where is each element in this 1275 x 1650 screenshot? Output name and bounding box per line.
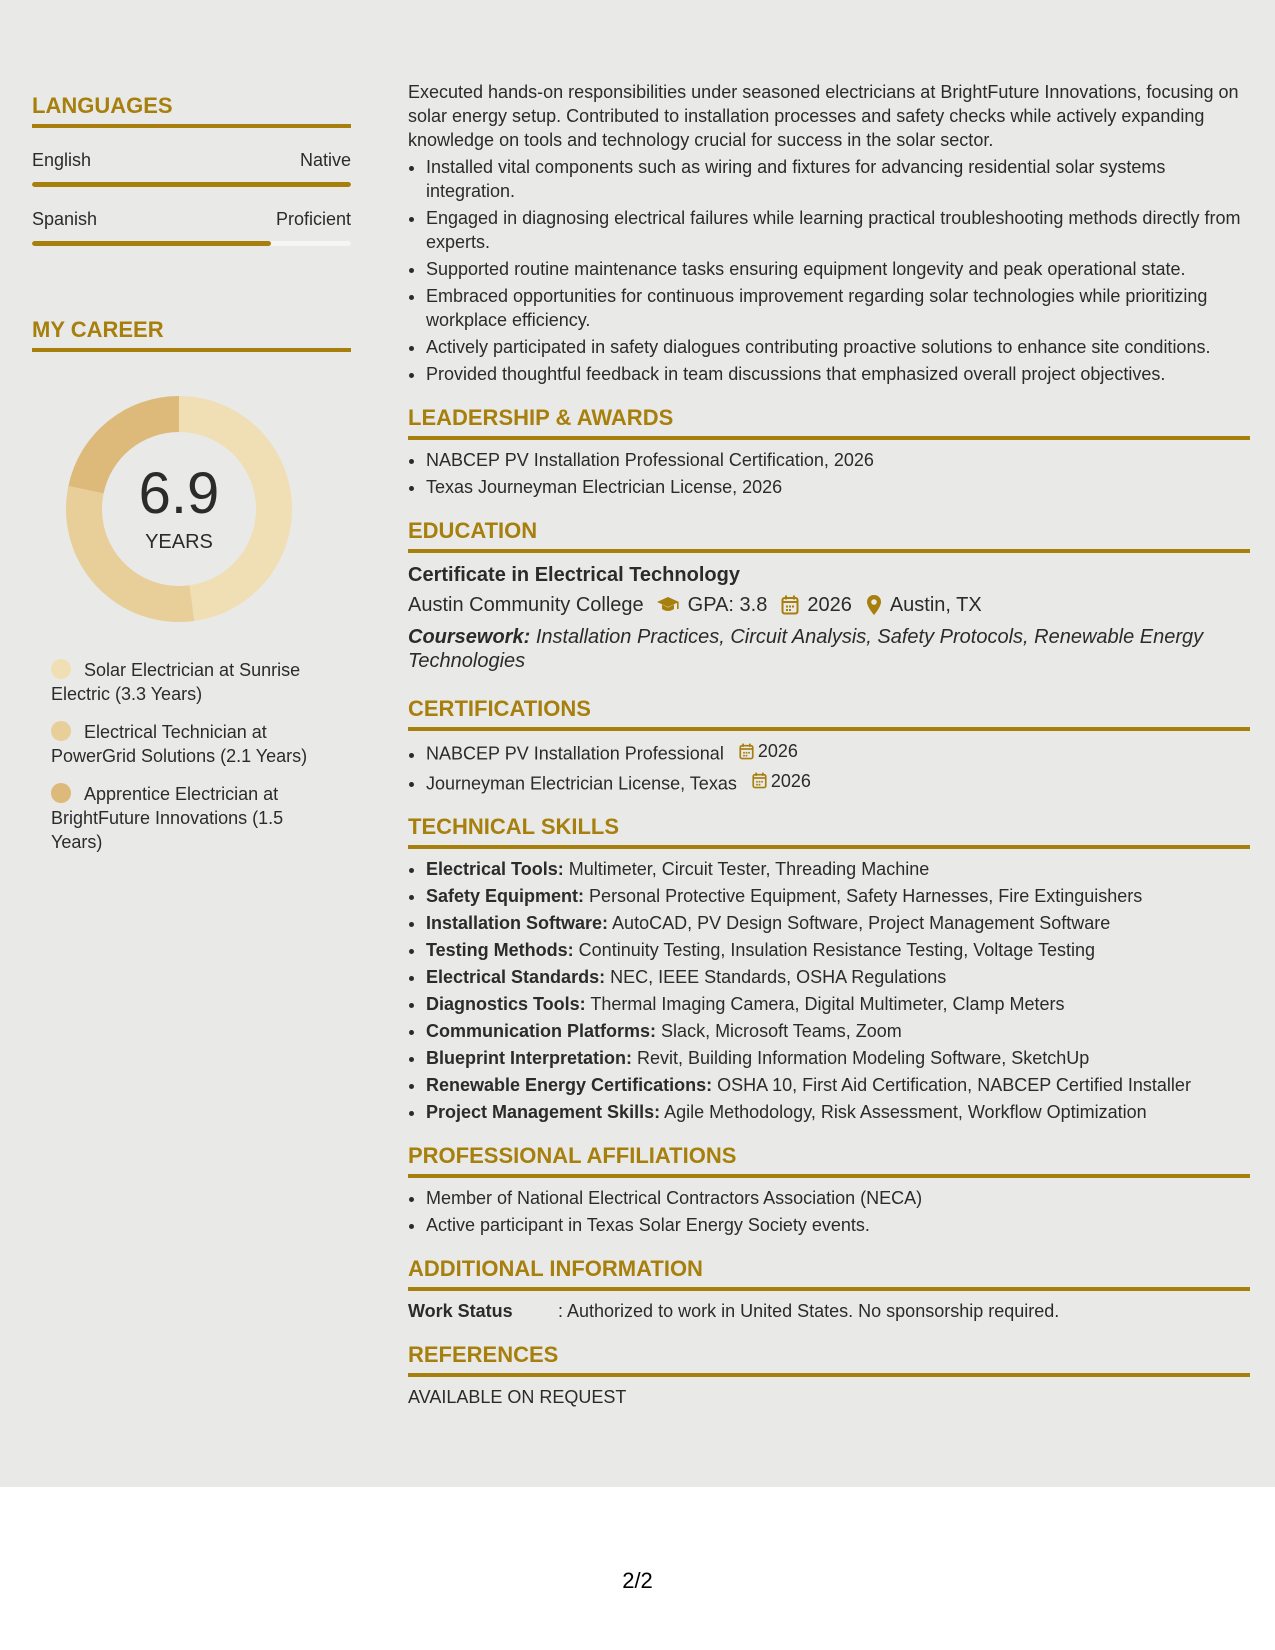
experience-bullet: • Installed vital components such as wiring and fixtures for advancing residential solar systems integration.	[426, 155, 1250, 203]
skill-label: Blueprint Interpretation:	[426, 1048, 632, 1068]
skill-item	[426, 911, 1250, 935]
skill-value: Personal Protective Equipment, Safety Harnesses, Fire Extinguishers	[589, 886, 1143, 906]
education-heading: EDUCATION	[408, 517, 1250, 553]
language-level-bar	[32, 182, 351, 187]
skill-label: Installation Software:	[426, 913, 609, 933]
skill-label: Renewable Energy Certifications:	[426, 1075, 713, 1095]
skill-value: Multimeter, Circuit Tester, Threading Machine	[568, 859, 930, 879]
education-year: 2026	[807, 594, 852, 616]
skill-item	[426, 1019, 1250, 1043]
affiliation-item: • Member of National Electrical Contractors Association (NECA)	[426, 1186, 1250, 1210]
experience-summary: Executed hands-on responsibilities under seasoned electricians at BrightFuture Innovations, focusing on solar energy setup. Contributed to installation processes and safety checks while actively expanding knowledge on tools and technology crucial for success in the solar sector.	[408, 82, 1239, 150]
education-section	[408, 517, 1250, 673]
experience-bullet: • Engaged in diagnosing electrical failures while learning practical troubleshooting methods directly from experts.	[426, 206, 1250, 254]
references-section	[408, 1341, 1250, 1409]
skill-value: Continuity Testing, Insulation Resistance Testing, Voltage Testing	[578, 940, 1095, 960]
location-pin-icon	[866, 594, 882, 616]
legend-label: Apprentice Electrician at BrightFuture Innovations (1.5 Years)	[51, 784, 284, 852]
language-level-fill	[32, 241, 271, 246]
additional-info-section	[408, 1255, 1250, 1323]
skill-item	[426, 965, 1250, 989]
certification-name: Journeyman Electrician License, Texas	[426, 773, 737, 793]
legend-label: Electrical Technician at PowerGrid Solutions (2.1 Years)	[51, 722, 308, 766]
calendar-icon	[752, 772, 767, 789]
language-item	[32, 150, 351, 187]
skill-item	[426, 857, 1250, 881]
skills-list	[408, 857, 1250, 1124]
skill-value: NEC, IEEE Standards, OSHA Regulations	[610, 967, 947, 987]
skill-value: Agile Methodology, Risk Assessment, Workflow Optimization	[664, 1102, 1147, 1122]
legend-item	[51, 658, 331, 706]
work-status-value: : Authorized to work in United States. No sponsorship required.	[558, 1301, 1060, 1321]
skill-item	[426, 884, 1250, 908]
certification-item	[426, 769, 1250, 796]
references-heading: REFERENCES	[408, 1341, 1250, 1377]
skill-label: Electrical Standards:	[426, 967, 606, 987]
education-gpa: GPA: 3.8	[687, 594, 768, 616]
page-number: 2/2	[622, 1568, 653, 1593]
education-degree: Certificate in Electrical Technology	[408, 564, 740, 586]
calendar-icon	[739, 743, 754, 760]
skill-item	[426, 1073, 1250, 1097]
certification-item	[426, 739, 1250, 766]
skill-value: AutoCAD, PV Design Software, Project Management Software	[612, 913, 1111, 933]
legend-dot	[51, 659, 71, 679]
affiliations-section	[408, 1142, 1250, 1237]
language-level-bar	[32, 241, 351, 246]
skill-label: Testing Methods:	[426, 940, 574, 960]
skill-label: Communication Platforms:	[426, 1021, 657, 1041]
education-details	[408, 591, 1250, 619]
certification-year: 2026	[770, 770, 811, 791]
skill-item	[426, 1046, 1250, 1070]
language-item	[32, 209, 351, 246]
certification-name: NABCEP PV Installation Professional	[426, 743, 724, 764]
work-status-row	[408, 1299, 1250, 1323]
career-years-unit: YEARS	[145, 531, 213, 553]
awards-section	[408, 404, 1250, 499]
education-coursework	[408, 625, 1250, 673]
legend-label: Solar Electrician at Sunrise Electric (3.3 Years)	[51, 660, 301, 704]
affiliation-item: • Active participant in Texas Solar Energy Society events.	[426, 1213, 1250, 1237]
skill-item	[426, 1100, 1250, 1124]
skill-label: Safety Equipment:	[426, 886, 585, 906]
awards-heading: LEADERSHIP & AWARDS	[408, 404, 1250, 440]
language-level: Native	[299, 150, 351, 170]
left-column	[32, 92, 351, 868]
legend-item	[51, 720, 331, 768]
experience-bullet: • Provided thoughtful feedback in team discussions that emphasized overall project objectives.	[426, 362, 1250, 386]
skills-section	[408, 813, 1250, 1124]
legend-dot	[51, 783, 71, 803]
coursework-list: Installation Practices, Circuit Analysis, Safety Protocols, Renewable Energy Technologies	[408, 626, 1204, 672]
certifications-section	[408, 695, 1250, 795]
education-location: Austin, TX	[889, 594, 982, 616]
language-name: Spanish	[32, 209, 98, 229]
award-item: • NABCEP PV Installation Professional Certification, 2026	[426, 448, 1250, 472]
skill-value: Slack, Microsoft Teams, Zoom	[661, 1021, 902, 1041]
language-name: English	[32, 150, 92, 170]
graduation-cap-icon	[656, 596, 680, 614]
skill-value: OSHA 10, First Aid Certification, NABCEP Certified Installer	[717, 1075, 1191, 1095]
legend-dot	[51, 721, 71, 741]
affiliations-heading: PROFESSIONAL AFFILIATIONS	[408, 1142, 1250, 1178]
skill-item	[426, 938, 1250, 962]
skills-heading: TECHNICAL SKILLS	[408, 813, 1250, 849]
additional-info-heading: ADDITIONAL INFORMATION	[408, 1255, 1250, 1291]
skill-label: Project Management Skills:	[426, 1102, 661, 1122]
language-level-fill	[32, 182, 351, 187]
experience-bullet: • Supported routine maintenance tasks ensuring equipment longevity and peak operational state.	[426, 257, 1250, 281]
career-heading: MY CAREER	[32, 316, 351, 352]
skill-label: Diagnostics Tools:	[426, 994, 586, 1014]
skill-label: Electrical Tools:	[426, 859, 564, 879]
certifications-heading: CERTIFICATIONS	[408, 695, 1250, 731]
experience-bullets	[408, 155, 1250, 386]
skill-value: Thermal Imaging Camera, Digital Multimeter, Clamp Meters	[590, 994, 1065, 1014]
skill-item	[426, 992, 1250, 1016]
skill-value: Revit, Building Information Modeling Software, SketchUp	[637, 1048, 1090, 1068]
certification-year: 2026	[757, 741, 798, 761]
references-text: AVAILABLE ON REQUEST	[408, 1387, 627, 1407]
career-legend	[51, 658, 331, 854]
right-column	[408, 80, 1250, 1409]
award-item: • Texas Journeyman Electrician License, 2026	[426, 475, 1250, 499]
language-level: Proficient	[275, 209, 351, 229]
languages-heading: LANGUAGES	[32, 92, 351, 128]
legend-item	[51, 782, 331, 854]
coursework-label: Coursework:	[408, 626, 531, 648]
work-status-label: Work Status	[408, 1301, 513, 1321]
career-total-years: 6.9	[138, 461, 220, 526]
experience-bullet: • Actively participated in safety dialogues contributing proactive solutions to enhance site conditions.	[426, 335, 1250, 359]
career-donut-chart	[66, 396, 292, 622]
education-school: Austin Community College	[408, 594, 644, 616]
experience-bullet: • Embraced opportunities for continuous improvement regarding solar technologies while prioritizing workplace efficiency.	[426, 284, 1250, 332]
calendar-icon	[781, 595, 799, 615]
